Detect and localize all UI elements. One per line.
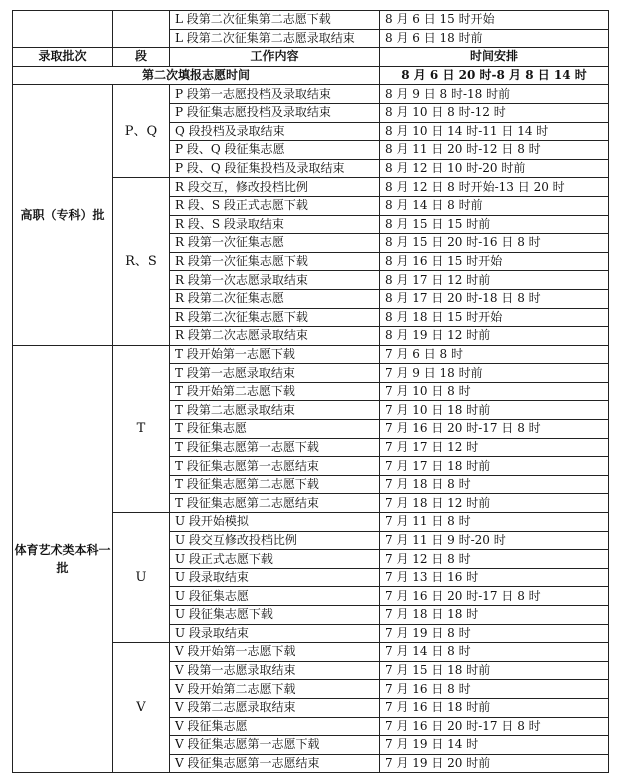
time-cell: 7 月 16 日 8 时: [380, 680, 609, 699]
time-cell: 7 月 9 日 18 时前: [380, 364, 609, 383]
content-cell: V 段开始第二志愿下载: [170, 680, 380, 699]
time-cell: 7 月 17 日 18 时前: [380, 457, 609, 476]
content-cell: T 段征集志愿第一志愿下载: [170, 438, 380, 457]
table-row: [13, 345, 609, 364]
content-cell: P 段、Q 段征集投档及录取结束: [170, 159, 380, 178]
content-cell: U 段征集志愿下载: [170, 606, 380, 625]
time-cell: 7 月 10 日 18 时前: [380, 401, 609, 420]
time-cell: 7 月 14 日 8 时: [380, 643, 609, 662]
schedule-body: [13, 11, 609, 773]
content-cell: T 段征集志愿: [170, 420, 380, 439]
content-cell: T 段开始第二志愿下载: [170, 382, 380, 401]
content-cell: L 段第二次征集第二志愿录取结束: [170, 29, 380, 48]
time-cell: 7 月 18 日 12 时前: [380, 494, 609, 513]
time-cell: 7 月 19 日 20 时前: [380, 754, 609, 773]
content-cell: T 段开始第一志愿下载: [170, 345, 380, 364]
content-cell: U 段录取结束: [170, 568, 380, 587]
time-cell: 8 月 10 日 14 时-11 日 14 时: [380, 122, 609, 141]
header-batch: 录取批次: [13, 48, 113, 67]
content-cell: P 段征集志愿投档及录取结束: [170, 103, 380, 122]
time-cell: 7 月 16 日 20 时-17 日 8 时: [380, 420, 609, 439]
content-cell: R 段第一次征集志愿下载: [170, 252, 380, 271]
time-cell: 8 月 17 日 12 时前: [380, 271, 609, 290]
segment-cell: P、Q: [113, 85, 170, 178]
content-cell: R 段、S 段正式志愿下载: [170, 196, 380, 215]
time-cell: 7 月 16 日 18 时前: [380, 698, 609, 717]
time-cell: 8 月 18 日 15 时开始: [380, 308, 609, 327]
time-cell: 8 月 6 日 15 时开始: [380, 11, 609, 30]
header-content: 工作内容: [170, 48, 380, 67]
content-cell: T 段征集志愿第二志愿下载: [170, 475, 380, 494]
time-cell: 7 月 17 日 12 时: [380, 438, 609, 457]
header-segment: 段: [113, 48, 170, 67]
content-cell: V 段第一志愿录取结束: [170, 661, 380, 680]
time-cell: 7 月 12 日 8 时: [380, 550, 609, 569]
segment-cell: V: [113, 643, 170, 773]
time-cell: 8 月 15 日 15 时前: [380, 215, 609, 234]
time-cell: 8 月 14 日 8 时前: [380, 196, 609, 215]
content-cell: V 段征集志愿第一志愿下载: [170, 736, 380, 755]
time-cell: 8 月 12 日 8 时开始-13 日 20 时: [380, 178, 609, 197]
time-cell: 7 月 11 日 9 时-20 时: [380, 531, 609, 550]
segment-cell: U: [113, 513, 170, 643]
second-fill-time: 8 月 6 日 20 时-8 月 8 日 14 时: [380, 66, 609, 85]
table-row: [13, 85, 609, 104]
time-cell: 8 月 9 日 8 时-18 时前: [380, 85, 609, 104]
time-cell: 7 月 13 日 16 时: [380, 568, 609, 587]
content-cell: R 段、S 段录取结束: [170, 215, 380, 234]
second-fill-row: [13, 66, 609, 85]
time-cell: 7 月 19 日 8 时: [380, 624, 609, 643]
content-cell: V 段开始第一志愿下载: [170, 643, 380, 662]
time-cell: 7 月 18 日 8 时: [380, 475, 609, 494]
time-cell: 8 月 19 日 12 时前: [380, 327, 609, 346]
content-cell: U 段交互修改投档比例: [170, 531, 380, 550]
content-cell: P 段、Q 段征集志愿: [170, 141, 380, 160]
time-cell: 8 月 11 日 20 时-12 日 8 时: [380, 141, 609, 160]
time-cell: 8 月 6 日 18 时前: [380, 29, 609, 48]
content-cell: T 段第二志愿录取结束: [170, 401, 380, 420]
time-cell: 8 月 10 日 8 时-12 时: [380, 103, 609, 122]
time-cell: 8 月 17 日 20 时-18 日 8 时: [380, 289, 609, 308]
content-cell: U 段录取结束: [170, 624, 380, 643]
time-cell: 7 月 16 日 20 时-17 日 8 时: [380, 587, 609, 606]
time-cell: 7 月 15 日 18 时前: [380, 661, 609, 680]
content-cell: R 段交互，修改投档比例: [170, 178, 380, 197]
time-cell: 7 月 6 日 8 时: [380, 345, 609, 364]
batch-cell-empty: [13, 11, 113, 48]
time-cell: 8 月 16 日 15 时开始: [380, 252, 609, 271]
content-cell: U 段开始模拟: [170, 513, 380, 532]
content-cell: U 段正式志愿下载: [170, 550, 380, 569]
content-cell: T 段征集志愿第二志愿结束: [170, 494, 380, 513]
content-cell: V 段征集志愿第一志愿结束: [170, 754, 380, 773]
content-cell: L 段第二次征集第二志愿下载: [170, 11, 380, 30]
batch-cell: 高职（专科）批: [13, 85, 113, 345]
time-cell: 7 月 10 日 8 时: [380, 382, 609, 401]
content-cell: R 段第二次征集志愿下载: [170, 308, 380, 327]
content-cell: V 段征集志愿: [170, 717, 380, 736]
time-cell: 7 月 16 日 20 时-17 日 8 时: [380, 717, 609, 736]
second-fill-label: 第二次填报志愿时间: [13, 66, 380, 85]
content-cell: V 段第二志愿录取结束: [170, 698, 380, 717]
content-cell: R 段第二次征集志愿: [170, 289, 380, 308]
time-cell: 8 月 12 日 10 时-20 时前: [380, 159, 609, 178]
content-cell: R 段第二次志愿录取结束: [170, 327, 380, 346]
batch-cell: 体育艺术类本科一批: [13, 345, 113, 773]
time-cell: 7 月 18 日 18 时: [380, 606, 609, 625]
segment-cell: T: [113, 345, 170, 512]
content-cell: Q 段投档及录取结束: [170, 122, 380, 141]
time-cell: 8 月 15 日 20 时-16 日 8 时: [380, 234, 609, 253]
content-cell: T 段征集志愿第一志愿结束: [170, 457, 380, 476]
content-cell: U 段征集志愿: [170, 587, 380, 606]
time-cell: 7 月 19 日 14 时: [380, 736, 609, 755]
content-cell: T 段第一志愿录取结束: [170, 364, 380, 383]
table-row: [13, 11, 609, 30]
segment-cell: R、S: [113, 178, 170, 345]
header-row: [13, 48, 609, 67]
content-cell: R 段第一次征集志愿: [170, 234, 380, 253]
content-cell: R 段第一次志愿录取结束: [170, 271, 380, 290]
segment-cell-empty: [113, 11, 170, 48]
schedule-table: [12, 10, 609, 773]
header-time: 时间安排: [380, 48, 609, 67]
time-cell: 7 月 11 日 8 时: [380, 513, 609, 532]
content-cell: P 段第一志愿投档及录取结束: [170, 85, 380, 104]
